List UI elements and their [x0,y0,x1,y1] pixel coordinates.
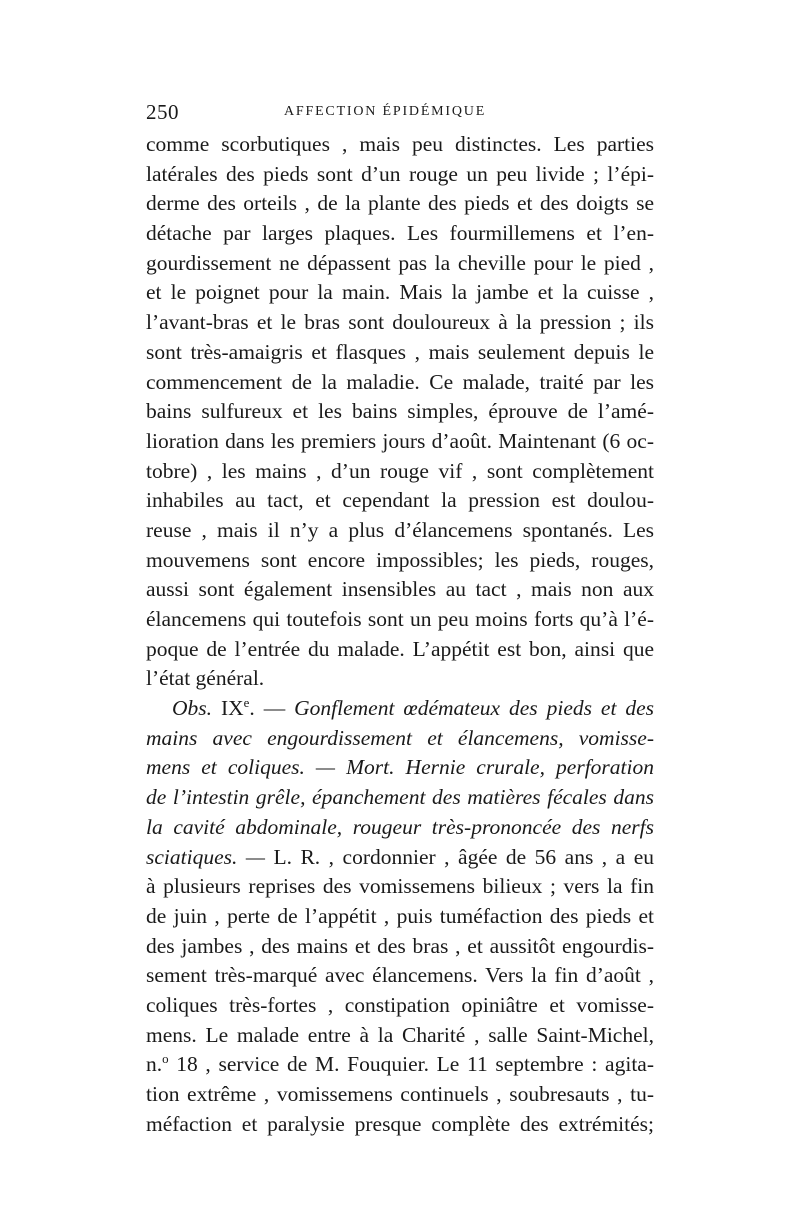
text-line [146,813,654,843]
text-line [146,249,654,279]
text-line [146,308,654,338]
text-segment: latérales des pieds sont d’un rouge un peu livide ; l’épi- [146,161,654,186]
text-line [146,843,654,873]
text-segment: commencement de la maladie. Ce malade, traité par les [146,369,654,394]
text-segment: lioration dans les premiers jours d’août. Maintenant (6 oc- [146,428,654,453]
text-segment: 18 , service de M. Fouquier. Le 11 septembre : agita- [168,1052,654,1077]
text-line [146,130,654,160]
text-segment: Gonflement œdémateux des pieds et des [294,696,655,721]
text-segment: reuse , mais il n’y a plus d’élancemens spontanés. Les [146,517,654,542]
text-line [146,516,654,546]
text-segment: des jambes , des mains et des bras , et aussitôt engourdis- [146,933,654,958]
text-line [146,397,654,427]
text-line [146,753,654,783]
text-line [146,872,654,902]
text-segment: aussi sont également insensibles au tact , mais non aux [146,577,654,602]
text-segment: bains sulfureux et les bains simples, éprouve de l’amé- [146,399,654,424]
text-segment: l’état général. [146,666,265,691]
text-segment: la cavité abdominale, rougeur très-prononcée des nerfs [146,814,654,839]
text-line [146,783,654,813]
text-line [146,427,654,457]
text-line [146,486,654,516]
text-segment: n. [146,1052,163,1077]
text-line [146,1080,654,1110]
text-line [146,457,654,487]
text-segment: L. R. , cordonnier , âgée de 56 ans , a eu [264,844,654,869]
text-line [146,368,654,398]
page-number: 250 [146,100,179,124]
superscript: o [162,1052,169,1067]
text-segment: IX [212,696,244,721]
text-segment: méfaction et paralysie presque complète des extrémités; [146,1111,654,1136]
text-segment: derme des orteils , de la plante des pieds et des doigts se [146,191,654,216]
text-line [146,219,654,249]
text-segment: de l’intestin grêle, épanchement des matières fécales dans [146,785,654,810]
text-segment: tion extrême , vomissemens continuels , soubresauts , tu- [146,1082,654,1106]
page-header [146,100,654,128]
text-line [146,932,654,962]
text-line [146,961,654,991]
text-line [146,338,654,368]
text-segment: l’avant-bras et le bras sont douloureux à la pression ; ils [146,310,654,335]
superscript: e [243,695,250,710]
text-segment: Obs. [172,696,213,721]
text-segment: sciatiques. — [146,844,265,869]
text-segment: coliques très-fortes , constipation opiniâtre et vomisse- [146,992,654,1017]
text-segment: sont très-amaigris et flasques , mais seulement depuis le [146,339,654,364]
text-line [146,1050,654,1080]
text-segment: à plusieurs reprises des vomissemens bilieux ; vers la fin [146,874,654,899]
text-line [146,605,654,635]
text-segment: mouvemens sont encore impossibles; les pieds, rouges, [146,547,654,572]
text-segment: tobre) , les mains , d’un rouge vif , sont complètement [146,458,654,483]
text-segment: mains avec engourdissement et élancemens, vomisse- [146,725,654,750]
text-line [146,278,654,308]
text-line [146,902,654,932]
text-segment: élancemens qui toutefois sont un peu moins forts qu’à l’é- [146,607,654,631]
body-text [146,130,654,1139]
text-line [146,546,654,576]
text-segment: poque de l’entrée du malade. L’appétit est bon, ainsi que [146,636,654,661]
text-line [146,575,654,605]
text-segment: gourdissement ne dépassent pas la cheville pour le pied , [146,250,654,275]
text-segment: de juin , perte de l’appétit , puis tuméfaction des pieds et [146,903,654,928]
text-segment: et le poignet pour la main. Mais la jambe et la cuisse , [146,280,654,305]
text-line [146,1110,654,1140]
text-segment: sement très-marqué avec élancemens. Vers la fin d’août , [146,963,654,988]
text-line [146,694,654,724]
text-segment: comme scorbutiques , mais peu distinctes. Les parties [146,132,654,156]
running-head: AFFECTION ÉPIDÉMIQUE [284,104,487,119]
text-line [146,1021,654,1051]
text-line [146,724,654,754]
text-segment: mens. Le malade entre à la Charité , salle Saint-Michel, [146,1022,654,1047]
text-segment: mens et coliques. — Mort. Hernie crurale, perforation [146,755,654,780]
text-line [146,160,654,190]
text-line [146,664,654,694]
text-segment: inhabiles au tact, et cependant la pression est doulou- [146,488,654,513]
text-segment: détache par larges plaques. Les fourmillemens et l’en- [146,221,654,246]
text-line [146,189,654,219]
text-line [146,635,654,665]
text-line [146,991,654,1021]
text-segment: . — [249,696,295,721]
